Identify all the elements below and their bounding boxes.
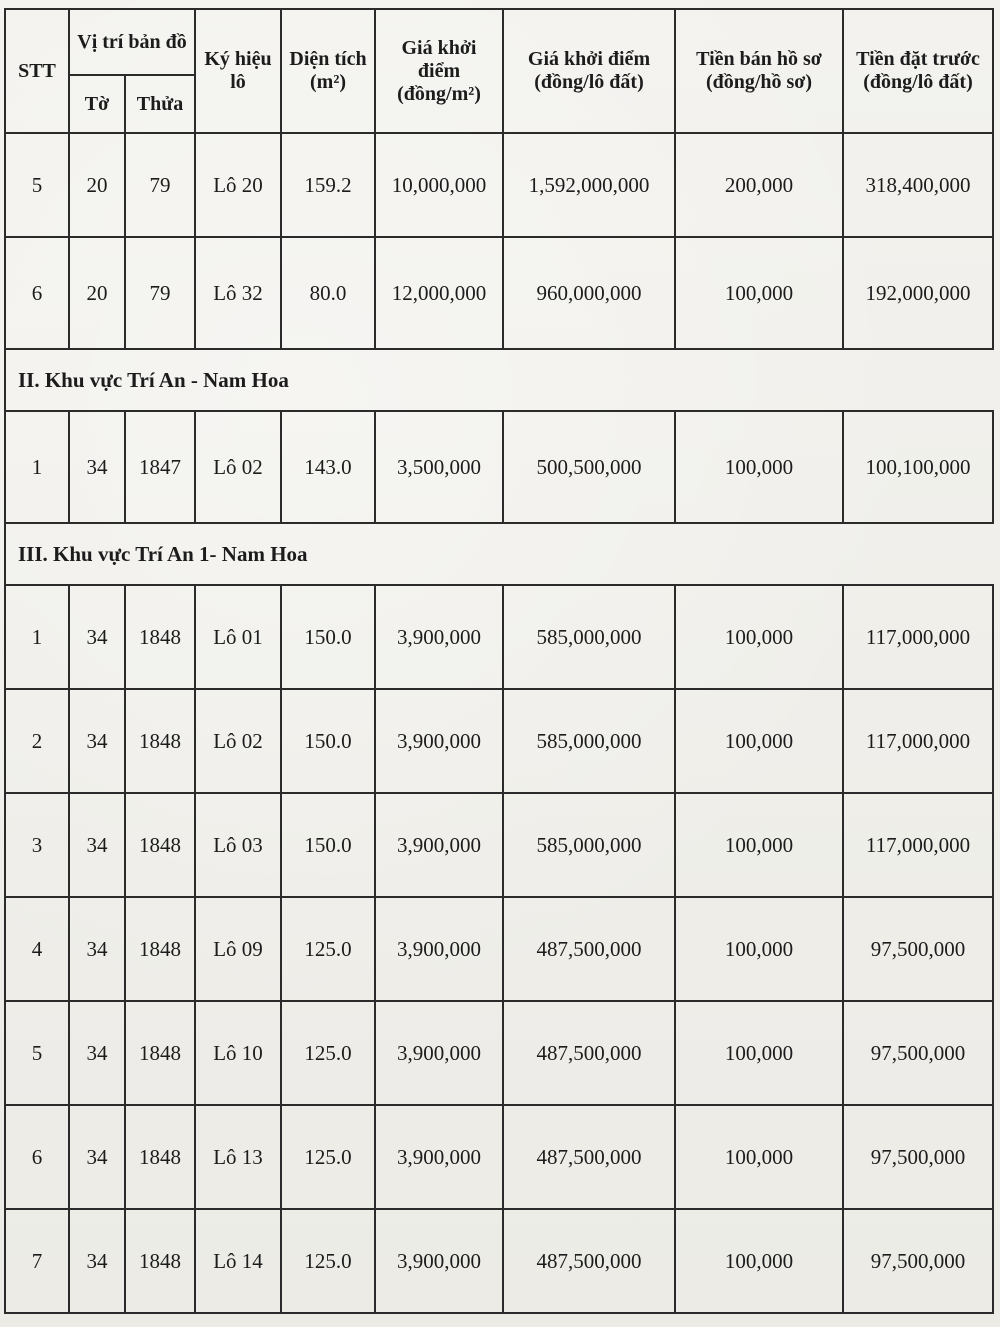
cell-stt: 5 xyxy=(5,1001,69,1105)
cell-thua: 1848 xyxy=(125,1105,195,1209)
cell-gia-lo: 487,500,000 xyxy=(503,1209,675,1313)
table-row xyxy=(5,1105,993,1209)
cell-stt: 6 xyxy=(5,1105,69,1209)
table-row xyxy=(5,1209,993,1313)
section-row xyxy=(5,349,993,411)
header-dat-truoc: Tiền đặt trước (đồng/lô đất) xyxy=(843,9,993,133)
cell-to: 34 xyxy=(69,793,125,897)
cell-stt: 5 xyxy=(5,133,69,237)
cell-ho-so: 100,000 xyxy=(675,1209,843,1313)
table-row xyxy=(5,237,993,349)
cell-to: 20 xyxy=(69,133,125,237)
cell-thua: 1848 xyxy=(125,793,195,897)
cell-gia-lo: 585,000,000 xyxy=(503,689,675,793)
header-gia-m2: Giá khởi điểm (đồng/m²) xyxy=(375,9,503,133)
cell-thua: 1848 xyxy=(125,1001,195,1105)
cell-ho-so: 100,000 xyxy=(675,237,843,349)
cell-dat-truoc: 117,000,000 xyxy=(843,793,993,897)
cell-stt: 3 xyxy=(5,793,69,897)
cell-to: 20 xyxy=(69,237,125,349)
section-row xyxy=(5,523,993,585)
cell-gia-m2: 3,500,000 xyxy=(375,411,503,523)
cell-thua: 79 xyxy=(125,133,195,237)
cell-ho-so: 100,000 xyxy=(675,689,843,793)
cell-dat-truoc: 192,000,000 xyxy=(843,237,993,349)
cell-dat-truoc: 97,500,000 xyxy=(843,1001,993,1105)
cell-stt: 1 xyxy=(5,585,69,689)
section-title: II. Khu vực Trí An - Nam Hoa xyxy=(5,349,993,411)
cell-dien-tich: 150.0 xyxy=(281,793,375,897)
cell-stt: 2 xyxy=(5,689,69,793)
section-title: III. Khu vực Trí An 1- Nam Hoa xyxy=(5,523,993,585)
cell-dat-truoc: 117,000,000 xyxy=(843,689,993,793)
cell-ho-so: 100,000 xyxy=(675,1001,843,1105)
cell-thua: 1848 xyxy=(125,689,195,793)
cell-ho-so: 100,000 xyxy=(675,411,843,523)
cell-to: 34 xyxy=(69,1209,125,1313)
cell-dat-truoc: 97,500,000 xyxy=(843,1105,993,1209)
cell-gia-m2: 12,000,000 xyxy=(375,237,503,349)
cell-dat-truoc: 97,500,000 xyxy=(843,1209,993,1313)
cell-dien-tich: 159.2 xyxy=(281,133,375,237)
cell-to: 34 xyxy=(69,897,125,1001)
cell-to: 34 xyxy=(69,689,125,793)
cell-dat-truoc: 97,500,000 xyxy=(843,897,993,1001)
table-row xyxy=(5,411,993,523)
cell-thua: 1847 xyxy=(125,411,195,523)
table-row xyxy=(5,897,993,1001)
cell-lo: Lô 02 xyxy=(195,689,281,793)
cell-lo: Lô 09 xyxy=(195,897,281,1001)
cell-gia-lo: 487,500,000 xyxy=(503,897,675,1001)
cell-gia-m2: 3,900,000 xyxy=(375,1001,503,1105)
cell-dien-tich: 150.0 xyxy=(281,689,375,793)
cell-dat-truoc: 318,400,000 xyxy=(843,133,993,237)
cell-dien-tich: 80.0 xyxy=(281,237,375,349)
cell-thua: 1848 xyxy=(125,897,195,1001)
cell-lo: Lô 02 xyxy=(195,411,281,523)
header-ky-hieu: Ký hiệu lô xyxy=(195,9,281,133)
cell-lo: Lô 20 xyxy=(195,133,281,237)
cell-gia-lo: 960,000,000 xyxy=(503,237,675,349)
cell-stt: 1 xyxy=(5,411,69,523)
cell-lo: Lô 14 xyxy=(195,1209,281,1313)
cell-lo: Lô 32 xyxy=(195,237,281,349)
cell-gia-m2: 10,000,000 xyxy=(375,133,503,237)
cell-lo: Lô 01 xyxy=(195,585,281,689)
cell-stt: 7 xyxy=(5,1209,69,1313)
table-row xyxy=(5,133,993,237)
cell-thua: 79 xyxy=(125,237,195,349)
cell-gia-lo: 500,500,000 xyxy=(503,411,675,523)
cell-dien-tich: 125.0 xyxy=(281,897,375,1001)
table-row xyxy=(5,1001,993,1105)
cell-gia-lo: 487,500,000 xyxy=(503,1001,675,1105)
cell-dat-truoc: 117,000,000 xyxy=(843,585,993,689)
table-row xyxy=(5,585,993,689)
cell-ho-so: 200,000 xyxy=(675,133,843,237)
header-gia-lo: Giá khởi điểm (đồng/lô đất) xyxy=(503,9,675,133)
header-to: Tờ xyxy=(69,75,125,133)
cell-to: 34 xyxy=(69,1001,125,1105)
cell-ho-so: 100,000 xyxy=(675,897,843,1001)
cell-gia-m2: 3,900,000 xyxy=(375,1209,503,1313)
cell-lo: Lô 03 xyxy=(195,793,281,897)
cell-lo: Lô 10 xyxy=(195,1001,281,1105)
cell-ho-so: 100,000 xyxy=(675,793,843,897)
header-vi-tri: Vị trí bản đồ xyxy=(69,9,195,75)
table-row xyxy=(5,793,993,897)
table-row xyxy=(5,689,993,793)
cell-stt: 6 xyxy=(5,237,69,349)
cell-dien-tich: 125.0 xyxy=(281,1001,375,1105)
cell-gia-m2: 3,900,000 xyxy=(375,897,503,1001)
cell-stt: 4 xyxy=(5,897,69,1001)
land-auction-table xyxy=(4,8,994,1314)
cell-to: 34 xyxy=(69,1105,125,1209)
cell-gia-m2: 3,900,000 xyxy=(375,689,503,793)
cell-thua: 1848 xyxy=(125,585,195,689)
cell-gia-lo: 487,500,000 xyxy=(503,1105,675,1209)
cell-gia-m2: 3,900,000 xyxy=(375,1105,503,1209)
cell-gia-lo: 585,000,000 xyxy=(503,793,675,897)
cell-lo: Lô 13 xyxy=(195,1105,281,1209)
cell-thua: 1848 xyxy=(125,1209,195,1313)
header-row xyxy=(5,9,993,75)
cell-ho-so: 100,000 xyxy=(675,1105,843,1209)
cell-gia-lo: 585,000,000 xyxy=(503,585,675,689)
cell-dien-tich: 125.0 xyxy=(281,1209,375,1313)
cell-dien-tich: 125.0 xyxy=(281,1105,375,1209)
header-ho-so: Tiền bán hồ sơ (đồng/hồ sơ) xyxy=(675,9,843,133)
cell-gia-lo: 1,592,000,000 xyxy=(503,133,675,237)
cell-ho-so: 100,000 xyxy=(675,585,843,689)
header-stt: STT xyxy=(5,9,69,133)
cell-gia-m2: 3,900,000 xyxy=(375,793,503,897)
cell-dat-truoc: 100,100,000 xyxy=(843,411,993,523)
header-dien-tich: Diện tích (m²) xyxy=(281,9,375,133)
cell-to: 34 xyxy=(69,585,125,689)
cell-dien-tich: 143.0 xyxy=(281,411,375,523)
cell-to: 34 xyxy=(69,411,125,523)
cell-gia-m2: 3,900,000 xyxy=(375,585,503,689)
header-thua: Thửa xyxy=(125,75,195,133)
cell-dien-tich: 150.0 xyxy=(281,585,375,689)
